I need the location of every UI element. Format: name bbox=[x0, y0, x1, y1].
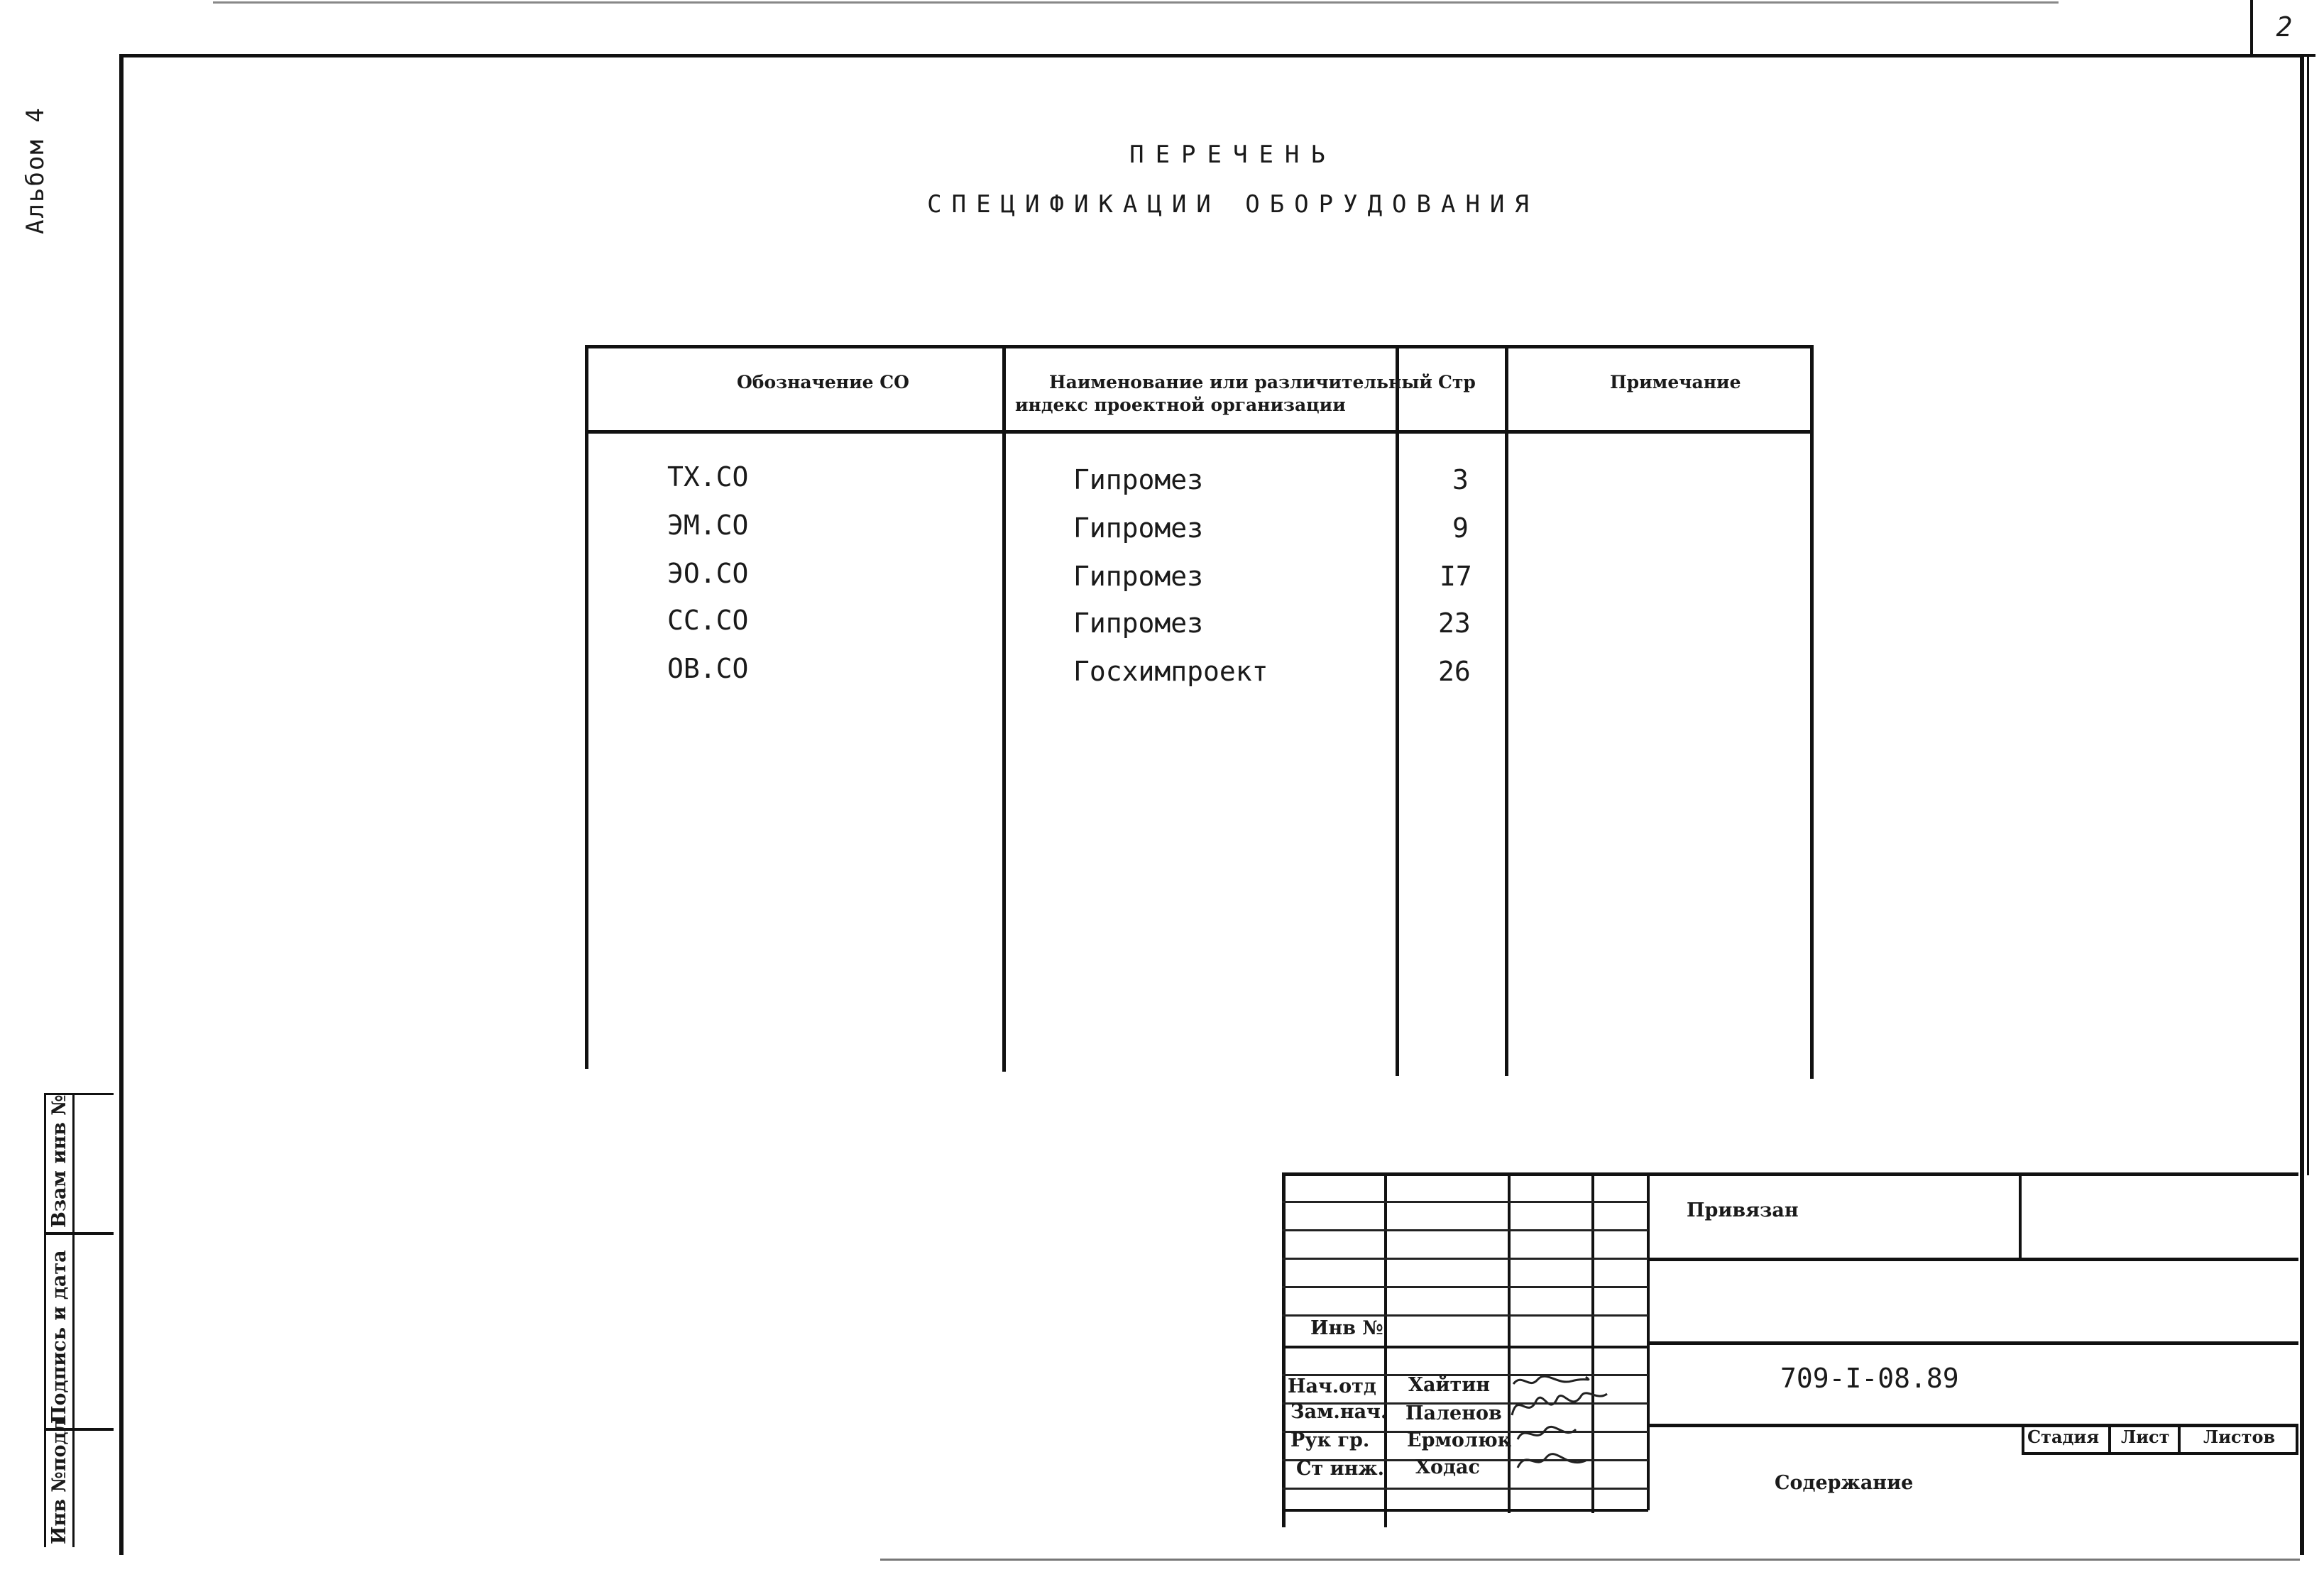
tb-row-3 bbox=[1282, 1258, 1648, 1260]
tb-right-row-3 bbox=[1648, 1424, 2298, 1427]
side-label-replace-inv: Взам инв № bbox=[48, 1094, 70, 1228]
side-stamp-mid bbox=[72, 1093, 75, 1547]
tb-bound-divider bbox=[2019, 1172, 2022, 1259]
row-2-designation: ЭМ.СО bbox=[667, 510, 749, 541]
right-edge-line bbox=[2307, 54, 2309, 1175]
table-left-border bbox=[585, 345, 588, 1069]
row-3-designation: ЭО.СО bbox=[667, 558, 749, 589]
tb-right-row-2 bbox=[1648, 1341, 2298, 1345]
tb-row-2 bbox=[1282, 1229, 1648, 1231]
row-1-designation: ТХ.СО bbox=[667, 461, 749, 493]
side-label-inv-orig: Инв №подл bbox=[48, 1418, 70, 1544]
tb-stage-right bbox=[2296, 1424, 2298, 1454]
handwritten-signatures bbox=[1508, 1370, 1621, 1490]
tb-stage-bottom bbox=[2022, 1452, 2298, 1455]
signatory-3-name: Ермолюк bbox=[1407, 1429, 1512, 1451]
tb-stage-label: Стадия bbox=[2027, 1427, 2100, 1447]
sheet-number: 2 bbox=[2276, 11, 2293, 43]
tb-col-1 bbox=[1384, 1172, 1387, 1527]
row-1-page: 3 bbox=[1452, 464, 1469, 495]
top-edge-line bbox=[213, 1, 2059, 4]
tb-row-5 bbox=[1282, 1314, 1648, 1317]
signatory-2-name: Паленов bbox=[1405, 1402, 1502, 1424]
tb-right-row-1 bbox=[1648, 1258, 2298, 1261]
header-page: Стр bbox=[1438, 372, 1476, 392]
header-note: Примечание bbox=[1610, 372, 1741, 392]
table-right-border bbox=[1810, 345, 1814, 1079]
row-5-designation: ОВ.СО bbox=[667, 653, 749, 684]
row-4-designation: СС.СО bbox=[667, 605, 749, 636]
album-label: Альбом 4 bbox=[21, 106, 50, 234]
tb-sheets-label: Листов bbox=[2203, 1427, 2276, 1447]
row-5-organization: Госхимпроект bbox=[1073, 656, 1268, 687]
row-2-organization: Гипромез bbox=[1073, 512, 1204, 544]
tb-row-4 bbox=[1282, 1286, 1648, 1288]
tb-row-12 bbox=[1282, 1509, 1648, 1512]
page-subtitle: СПЕЦИФИКАЦИИ ОБОРУДОВАНИЯ bbox=[927, 190, 1539, 219]
row-2-page: 9 bbox=[1452, 512, 1469, 544]
tb-doc-code: 709-I-08.89 bbox=[1780, 1363, 1959, 1394]
signatory-3-role: Рук гр. bbox=[1290, 1429, 1370, 1451]
table-top-border bbox=[585, 345, 1811, 348]
signatory-2-role: Зам.нач. bbox=[1290, 1401, 1388, 1423]
sheet-number-box bbox=[2250, 0, 2315, 57]
tb-left bbox=[1282, 1172, 1286, 1527]
tb-inv-label: Инв № bbox=[1310, 1317, 1383, 1339]
tb-stage-div-2 bbox=[2178, 1424, 2181, 1454]
header-designation: Обозначение СО bbox=[737, 372, 909, 392]
table-col-divider-2 bbox=[1396, 345, 1399, 1076]
table-header-bottom-border bbox=[585, 430, 1811, 434]
page-title: ПЕРЕЧЕНЬ bbox=[1129, 141, 1337, 169]
row-3-page: I7 bbox=[1440, 561, 1472, 592]
specification-table bbox=[585, 345, 1813, 1072]
tb-stage-left bbox=[2022, 1424, 2024, 1454]
bottom-edge-line bbox=[880, 1559, 2300, 1561]
side-stamp-left bbox=[44, 1093, 46, 1547]
side-stamp bbox=[44, 1093, 114, 1547]
table-col-divider-3 bbox=[1505, 345, 1508, 1076]
row-3-organization: Гипромез bbox=[1073, 561, 1204, 592]
side-stamp-div-1 bbox=[44, 1232, 114, 1235]
signatory-1-role: Нач.отд bbox=[1288, 1375, 1376, 1397]
signatory-4-role: Ст инж. bbox=[1296, 1458, 1385, 1480]
header-name-line1: Наименование или различительный bbox=[1049, 372, 1432, 392]
tb-stage-div-1 bbox=[2108, 1424, 2111, 1454]
signatory-1-name: Хайтин bbox=[1408, 1374, 1490, 1396]
tb-top bbox=[1282, 1172, 2298, 1176]
tb-bound-label: Привязан bbox=[1687, 1199, 1799, 1221]
tb-row-6 bbox=[1282, 1346, 1648, 1348]
frame-top-right bbox=[1789, 54, 2300, 57]
signatory-4-name: Ходас bbox=[1415, 1456, 1480, 1478]
row-4-organization: Гипромез bbox=[1073, 608, 1204, 639]
side-label-sign-date: Подпись и дата bbox=[48, 1250, 70, 1424]
row-4-page: 23 bbox=[1438, 608, 1471, 639]
tb-doc-title: Содержание bbox=[1775, 1472, 1914, 1494]
row-1-organization: Гипромез bbox=[1073, 464, 1204, 495]
table-col-divider-1 bbox=[1002, 345, 1006, 1072]
tb-row-1 bbox=[1282, 1201, 1648, 1203]
tb-sheet-label: Лист bbox=[2121, 1427, 2170, 1447]
row-5-page: 26 bbox=[1438, 656, 1471, 687]
header-name-line2: индекс проектной организации bbox=[1015, 395, 1346, 415]
